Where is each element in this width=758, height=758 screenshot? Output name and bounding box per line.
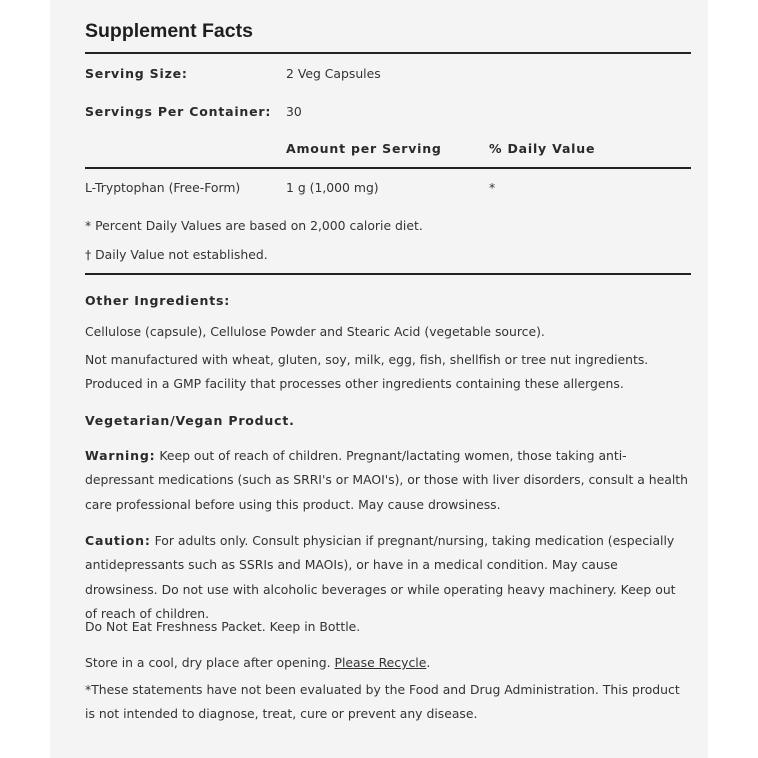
supplement-facts-panel [50, 0, 708, 758]
ingredient-name: L-Tryptophan (Free-Form) [85, 180, 241, 195]
servings-per-container-value: 30 [286, 104, 302, 119]
caution-label: Caution: [85, 533, 151, 548]
daily-value-header: % Daily Value [489, 141, 596, 156]
storage-period: . [426, 655, 431, 670]
servings-per-container-label: Servings Per Container: [85, 104, 272, 119]
ingredient-amount: 1 g (1,000 mg) [286, 180, 379, 195]
warning-paragraph [85, 444, 691, 517]
vegetarian-statement: Vegetarian/Vegan Product. [85, 413, 295, 428]
percent-daily-value-footnote: * Percent Daily Values are based on 2,000 calorie diet. [85, 218, 423, 233]
warning-text: Keep out of reach of children. Pregnant/lactating women, those taking anti-depressant medications (such as SRRI's or MAOI's), or those with liver disorders, consult a health care professional before using this product. May cause drowsiness. [85, 448, 689, 512]
amount-per-serving-header: Amount per Serving [286, 141, 442, 156]
serving-size-label: Serving Size: [85, 66, 188, 81]
other-ingredients-list: Cellulose (capsule), Cellulose Powder and Stearic Acid (vegetable source). [85, 324, 545, 339]
storage-text: Store in a cool, dry place after opening. [85, 655, 331, 670]
caution-paragraph [85, 529, 691, 626]
table-header-divider [85, 167, 691, 169]
serving-size-value: 2 Veg Capsules [286, 66, 381, 81]
other-ingredients-label: Other Ingredients: [85, 293, 231, 308]
daily-value-not-established-footnote: † Daily Value not established. [85, 247, 268, 262]
ingredient-daily-value: * [489, 180, 496, 195]
please-recycle-link[interactable]: Please Recycle [334, 655, 427, 670]
storage-note [85, 655, 430, 670]
fda-disclaimer: *These statements have not been evaluated by the Food and Drug Administration. This product is not intended to diagnose, treat, cure or prevent any disease. [85, 682, 680, 722]
allergen-statement: Not manufactured with wheat, gluten, soy, milk, egg, fish, shellfish or tree nut ingredients. Produced in a GMP facility that processes other ingredients containing these allergens. [85, 352, 649, 392]
facts-bottom-divider [85, 273, 691, 275]
freshness-packet-note: Do Not Eat Freshness Packet. Keep in Bottle. [85, 619, 361, 634]
caution-text: For adults only. Consult physician if pregnant/nursing, taking medication (especially antidepressants such as SSRIs and MAOIs), or have in a medical condition. May cause drowsiness. Do not use with alcoholic beverages or while operating heavy machinery. Keep out of reach of children. [85, 533, 676, 621]
warning-label: Warning: [85, 448, 156, 463]
page-title: Supplement Facts [85, 20, 253, 42]
title-divider [85, 52, 691, 54]
